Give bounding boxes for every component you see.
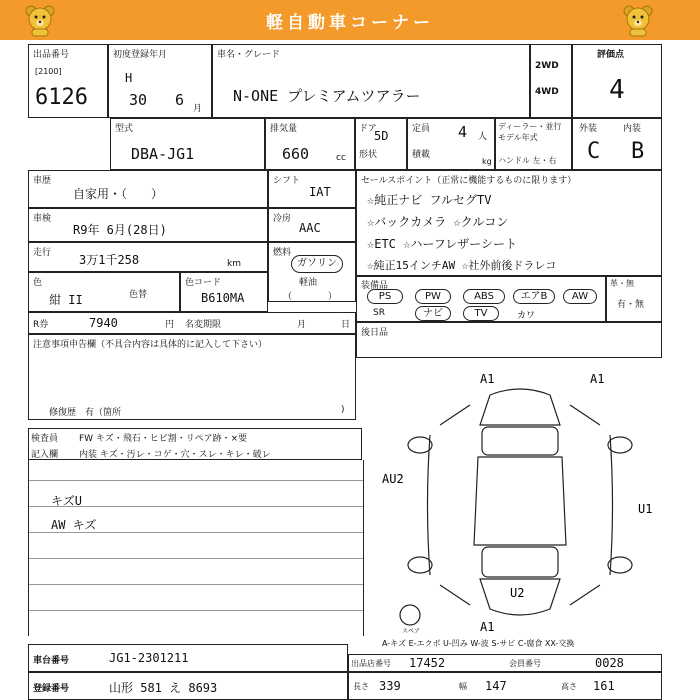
displacement-unit: cc xyxy=(336,153,346,163)
width-label: 幅 xyxy=(459,682,467,691)
member-box xyxy=(348,654,662,672)
equip-navi: ナビ xyxy=(415,306,451,321)
registration-year: 30 xyxy=(129,91,148,109)
registration-box xyxy=(108,44,212,118)
recycle-unit: 円 xyxy=(165,320,175,330)
capacity-value: 4 xyxy=(458,123,468,141)
shift-value: IAT xyxy=(309,185,331,199)
handle-label: ハンドル 左・右 xyxy=(498,156,557,165)
model-label: 車名・グレード xyxy=(217,50,281,60)
color-code-value: B610MA xyxy=(201,291,245,305)
mileage-unit: km xyxy=(227,259,241,269)
type-label: 型式 xyxy=(115,124,134,134)
sales-box xyxy=(356,170,662,276)
mileage-box xyxy=(28,242,268,272)
equip-pw: PW xyxy=(415,289,451,304)
member-number-label: 会員番号 xyxy=(509,659,541,668)
rename-month: 月 xyxy=(297,320,307,330)
displacement-label: 排気量 xyxy=(270,124,298,134)
notes-box xyxy=(28,334,356,420)
equip-leather: カワ xyxy=(517,311,536,321)
color-code-box xyxy=(180,272,268,312)
type-box xyxy=(110,118,265,170)
inspection-value: R9年 6月(28日) xyxy=(73,223,167,237)
plate-label: 登録番号 xyxy=(33,684,70,694)
fuel-other: （ ） xyxy=(283,292,338,302)
plate-box xyxy=(28,672,348,700)
length-value: 339 xyxy=(379,679,401,693)
displacement-value: 660 xyxy=(282,145,310,163)
color-change-label: 色替 xyxy=(129,290,148,300)
chassis-label: 車台番号 xyxy=(33,656,70,666)
member-number: 0028 xyxy=(595,656,624,670)
recycle-value: 7940 xyxy=(89,316,118,330)
capacity-unit: 人 xyxy=(478,132,488,142)
damage-mark: A1 xyxy=(590,372,605,386)
shift-label: シフト xyxy=(273,176,301,186)
sales-line: ☆バックカメラ ☆クルコン xyxy=(367,215,509,229)
mileage-value: 3万1千258 xyxy=(79,253,140,267)
inspector-row-1: FW キズ・飛石・ヒビ割・リペア跡・×要 xyxy=(79,434,248,444)
use-label: 車歴 xyxy=(33,176,52,186)
color-code-label: 色コード xyxy=(185,278,222,288)
sales-label: セールスポイント（正常に機能するものに限ります） xyxy=(361,176,577,186)
handwritten-area xyxy=(28,460,364,636)
handwritten-note: キズU xyxy=(51,494,82,508)
plate-value: 山形 581 え 8693 xyxy=(109,681,218,695)
equip-sr: SR xyxy=(373,308,385,318)
cooling-label: 冷房 xyxy=(273,214,292,224)
auction-sheet xyxy=(0,40,700,700)
registration-month-unit: 月 xyxy=(193,104,203,114)
cover-label: 革・無 xyxy=(610,279,634,288)
repair-history: 修復歴 有（箇所 xyxy=(49,408,122,418)
doors-value: 5D xyxy=(374,129,389,143)
registration-month: 6 xyxy=(175,91,185,109)
dealer-label: ディーラー・並行 xyxy=(498,122,562,131)
capacity-box xyxy=(407,118,495,170)
length-label: 長さ xyxy=(353,682,369,691)
sales-line: ☆純正ナビ フルセグTV xyxy=(367,193,492,207)
equipment-box xyxy=(356,276,606,322)
cooling-box xyxy=(268,208,356,242)
ext-label: 外装 xyxy=(579,124,598,134)
inspector-row-2: 内装 キズ・汚レ・コゲ・穴・スレ・キレ・破レ xyxy=(79,450,271,460)
equip-tv: TV xyxy=(463,306,499,321)
displacement-box xyxy=(265,118,355,170)
int-label: 内装 xyxy=(623,124,642,134)
recycle-label: R券 xyxy=(33,320,49,330)
dealer-box xyxy=(495,118,572,170)
inspector-label-2: 記入欄 xyxy=(31,450,59,460)
fuel-label: 燃料 xyxy=(273,248,292,258)
grade-label: 評価点 xyxy=(597,50,625,60)
lot-number: 6126 xyxy=(35,85,88,110)
drive-2wd: 2WD xyxy=(535,61,559,71)
equipment-label: 装備品 xyxy=(361,281,389,291)
drive-box xyxy=(530,44,572,118)
registration-label: 初度登録年月 xyxy=(113,50,168,60)
color-value: 紺 II xyxy=(49,293,83,307)
rename-label: 名変期限 xyxy=(185,320,222,330)
model-value: N-ONE プレミアムツアラー xyxy=(233,87,421,105)
lot-label: 出品番号 xyxy=(33,50,70,60)
aftermarket-label: 後日品 xyxy=(361,328,389,338)
inspector-label-1: 検査員 xyxy=(31,434,59,444)
header-banner xyxy=(0,0,700,40)
height-value: 161 xyxy=(593,679,615,693)
fuel-diesel: 軽油 xyxy=(299,278,318,288)
equip-abs: ABS xyxy=(463,289,505,304)
damage-legend: A-キズ E-エクボ U-凹み W-波 S-サビ C-腐食 XX-交換 xyxy=(382,639,575,648)
height-label: 高さ xyxy=(561,682,577,691)
fuel-gasoline: ガソリン xyxy=(291,255,343,273)
color-box xyxy=(28,272,180,312)
inspector-box xyxy=(28,428,362,460)
bear-mascot-icon xyxy=(620,3,656,37)
use-box xyxy=(28,170,268,208)
inspection-label: 車検 xyxy=(33,214,52,224)
car-damage-diagram xyxy=(370,365,670,635)
store-number: 17452 xyxy=(409,656,446,670)
chassis-value: JG1-2301211 xyxy=(109,651,189,665)
load-label: 積載 xyxy=(412,150,431,160)
cooling-value: AAC xyxy=(299,221,321,235)
model-box xyxy=(212,44,530,118)
rename-day: 日 xyxy=(341,320,351,330)
damage-mark: A1 xyxy=(480,620,495,634)
capacity-label: 定員 xyxy=(412,124,431,134)
notes-label: 注意事項申告欄（不具合内容は具体的に記入して下さい） xyxy=(33,340,268,350)
banner-title: 軽自動車コーナー xyxy=(266,13,434,33)
type-value: DBA-JG1 xyxy=(131,145,195,163)
ext-int-grade-box xyxy=(572,118,662,170)
handwritten-note: AW キズ xyxy=(51,518,97,532)
registration-era: H xyxy=(125,71,133,85)
equip-ps: PS xyxy=(367,289,403,304)
equip-aw: AW xyxy=(563,289,597,304)
lot-box xyxy=(28,44,108,118)
drive-4wd: 4WD xyxy=(535,87,559,97)
chassis-box xyxy=(28,644,348,672)
aftermarket-box xyxy=(356,322,662,358)
sales-line: ☆純正15インチAW ☆社外前後ドラレコ xyxy=(367,259,557,272)
mileage-label: 走行 xyxy=(33,248,52,258)
model-year-label: モデル年式 xyxy=(498,133,538,142)
damage-mark: U2 xyxy=(510,586,525,600)
color-label: 色 xyxy=(33,278,43,288)
use-value: 自家用・（ ） xyxy=(73,187,164,201)
load-unit: kg xyxy=(482,157,492,166)
doors-label: ドア xyxy=(359,124,377,134)
ext-grade: C xyxy=(587,139,601,164)
fuel-box xyxy=(268,242,356,302)
equipment-extra: 有・無 xyxy=(617,300,645,310)
repair-close: ) xyxy=(341,405,345,415)
damage-mark: A1 xyxy=(480,372,495,386)
store-number-label: 出品店番号 xyxy=(351,659,391,668)
sales-line: ☆ETC ☆ハーフレザーシート xyxy=(367,237,518,251)
lot-sub: [2100] xyxy=(35,67,62,76)
recycle-box xyxy=(28,312,356,334)
dimensions-box xyxy=(348,672,662,700)
inspection-box xyxy=(28,208,268,242)
doors-box xyxy=(355,118,407,170)
shape-label: 形状 xyxy=(359,150,378,160)
equip-airbag: エアB xyxy=(513,289,555,304)
width-value: 147 xyxy=(485,679,507,693)
equipment-extra-box xyxy=(606,276,662,322)
shift-box xyxy=(268,170,356,208)
int-grade: B xyxy=(631,139,645,164)
damage-mark: U1 xyxy=(638,502,653,516)
grade-box xyxy=(572,44,662,118)
spare-label: スペア xyxy=(402,628,421,635)
damage-mark: AU2 xyxy=(382,472,404,486)
grade-value: 4 xyxy=(609,75,625,105)
